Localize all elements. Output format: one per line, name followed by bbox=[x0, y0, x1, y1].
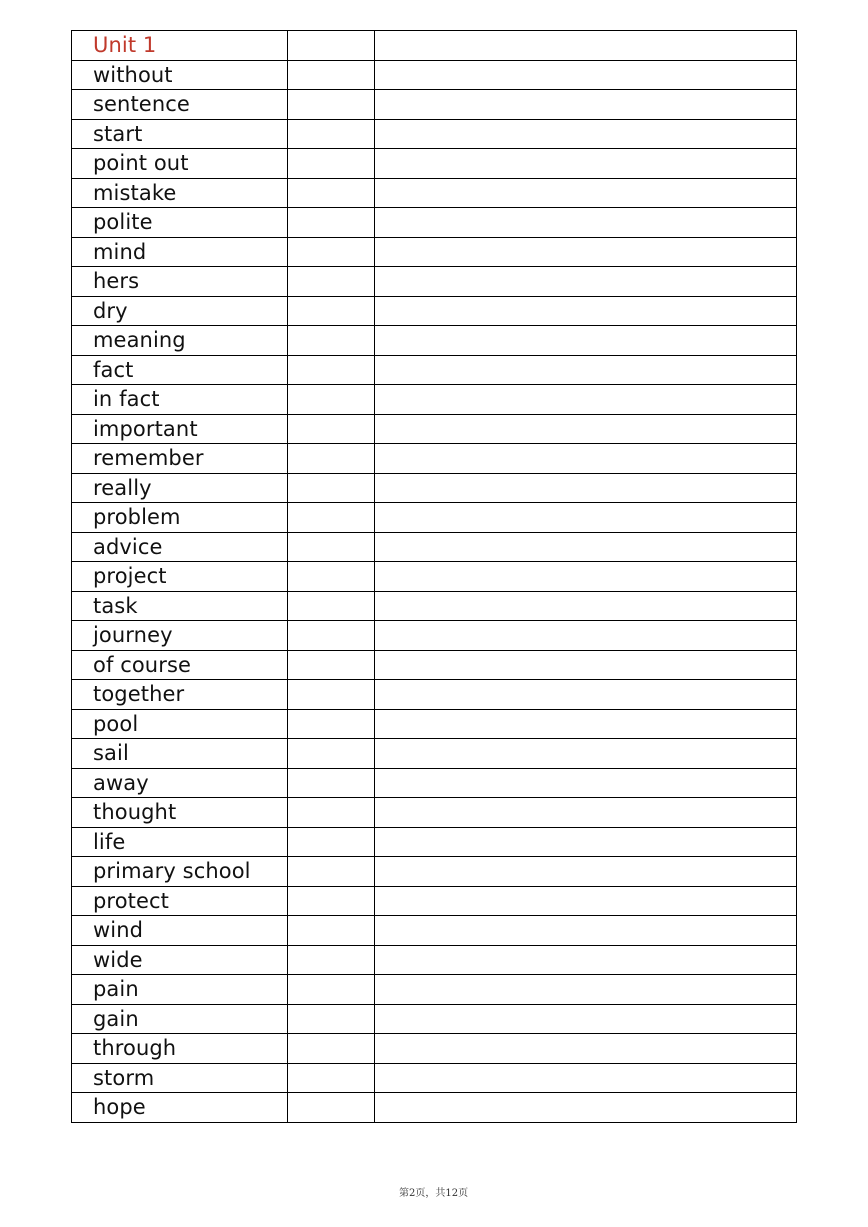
blank-cell bbox=[288, 916, 375, 946]
blank-cell bbox=[375, 709, 797, 739]
table-row bbox=[72, 798, 797, 828]
table-row bbox=[72, 178, 797, 208]
blank-cell bbox=[288, 444, 375, 474]
vocabulary-word: together bbox=[72, 680, 288, 710]
table-row bbox=[72, 886, 797, 916]
vocabulary-word: point out bbox=[72, 149, 288, 179]
vocabulary-word: task bbox=[72, 591, 288, 621]
table-row bbox=[72, 1034, 797, 1064]
blank-cell bbox=[375, 90, 797, 120]
table-row bbox=[72, 975, 797, 1005]
vocabulary-word: mistake bbox=[72, 178, 288, 208]
blank-cell bbox=[375, 798, 797, 828]
blank-cell bbox=[375, 1034, 797, 1064]
vocabulary-word: important bbox=[72, 414, 288, 444]
table-row bbox=[72, 385, 797, 415]
table-row bbox=[72, 296, 797, 326]
table-row bbox=[72, 149, 797, 179]
table-row bbox=[72, 532, 797, 562]
blank-cell bbox=[288, 267, 375, 297]
blank-cell bbox=[288, 237, 375, 267]
blank-cell bbox=[288, 31, 375, 61]
table-row bbox=[72, 650, 797, 680]
table-row bbox=[72, 414, 797, 444]
blank-cell bbox=[288, 1004, 375, 1034]
blank-cell bbox=[375, 680, 797, 710]
unit-title: Unit 1 bbox=[72, 31, 288, 61]
blank-cell bbox=[375, 532, 797, 562]
table-row bbox=[72, 208, 797, 238]
vocabulary-word: through bbox=[72, 1034, 288, 1064]
blank-cell bbox=[288, 857, 375, 887]
blank-cell bbox=[375, 60, 797, 90]
vocabulary-word: wide bbox=[72, 945, 288, 975]
table-row bbox=[72, 916, 797, 946]
table-row bbox=[72, 857, 797, 887]
vocabulary-word: dry bbox=[72, 296, 288, 326]
vocabulary-word: hers bbox=[72, 267, 288, 297]
blank-cell bbox=[288, 768, 375, 798]
blank-cell bbox=[375, 503, 797, 533]
blank-cell bbox=[375, 1063, 797, 1093]
blank-cell bbox=[288, 798, 375, 828]
table-row bbox=[72, 326, 797, 356]
table-row bbox=[72, 591, 797, 621]
blank-cell bbox=[288, 739, 375, 769]
blank-cell bbox=[375, 975, 797, 1005]
vocabulary-word: pain bbox=[72, 975, 288, 1005]
vocabulary-word: mind bbox=[72, 237, 288, 267]
blank-cell bbox=[375, 1004, 797, 1034]
page-number-footer: 第2页，共12页 bbox=[399, 1188, 469, 1199]
table-row bbox=[72, 1004, 797, 1034]
blank-cell bbox=[375, 414, 797, 444]
vocabulary-table bbox=[71, 30, 797, 1123]
blank-cell bbox=[288, 680, 375, 710]
blank-cell bbox=[375, 857, 797, 887]
table-row bbox=[72, 739, 797, 769]
blank-cell bbox=[288, 208, 375, 238]
blank-cell bbox=[288, 385, 375, 415]
blank-cell bbox=[288, 886, 375, 916]
table-row bbox=[72, 237, 797, 267]
vocabulary-word: thought bbox=[72, 798, 288, 828]
blank-cell bbox=[288, 650, 375, 680]
blank-cell bbox=[288, 414, 375, 444]
blank-cell bbox=[375, 31, 797, 61]
table-row bbox=[72, 945, 797, 975]
blank-cell bbox=[375, 267, 797, 297]
blank-cell bbox=[288, 149, 375, 179]
blank-cell bbox=[375, 444, 797, 474]
blank-cell bbox=[375, 591, 797, 621]
table-row bbox=[72, 1063, 797, 1093]
blank-cell bbox=[288, 709, 375, 739]
vocabulary-word: advice bbox=[72, 532, 288, 562]
blank-cell bbox=[375, 827, 797, 857]
blank-cell bbox=[288, 503, 375, 533]
vocabulary-word: of course bbox=[72, 650, 288, 680]
vocabulary-word: project bbox=[72, 562, 288, 592]
blank-cell bbox=[288, 975, 375, 1005]
blank-cell bbox=[375, 149, 797, 179]
table-row bbox=[72, 709, 797, 739]
vocabulary-word: sail bbox=[72, 739, 288, 769]
blank-cell bbox=[288, 178, 375, 208]
table-row bbox=[72, 827, 797, 857]
table-row bbox=[72, 119, 797, 149]
table-row bbox=[72, 562, 797, 592]
blank-cell bbox=[288, 119, 375, 149]
vocabulary-word: wind bbox=[72, 916, 288, 946]
vocabulary-word: away bbox=[72, 768, 288, 798]
blank-cell bbox=[375, 178, 797, 208]
blank-cell bbox=[375, 355, 797, 385]
blank-cell bbox=[375, 945, 797, 975]
vocabulary-word: primary school bbox=[72, 857, 288, 887]
vocabulary-word: journey bbox=[72, 621, 288, 651]
blank-cell bbox=[288, 945, 375, 975]
blank-cell bbox=[375, 208, 797, 238]
blank-cell bbox=[288, 90, 375, 120]
vocabulary-word: meaning bbox=[72, 326, 288, 356]
blank-cell bbox=[375, 119, 797, 149]
table-row bbox=[72, 355, 797, 385]
vocabulary-word: protect bbox=[72, 886, 288, 916]
blank-cell bbox=[375, 296, 797, 326]
blank-cell bbox=[375, 562, 797, 592]
blank-cell bbox=[375, 886, 797, 916]
blank-cell bbox=[288, 355, 375, 385]
blank-cell bbox=[288, 296, 375, 326]
blank-cell bbox=[375, 237, 797, 267]
vocabulary-word: really bbox=[72, 473, 288, 503]
table-row bbox=[72, 90, 797, 120]
blank-cell bbox=[375, 621, 797, 651]
blank-cell bbox=[375, 916, 797, 946]
blank-cell bbox=[288, 1034, 375, 1064]
vocabulary-word: without bbox=[72, 60, 288, 90]
blank-cell bbox=[288, 326, 375, 356]
table-row bbox=[72, 473, 797, 503]
table-row bbox=[72, 768, 797, 798]
vocabulary-word: storm bbox=[72, 1063, 288, 1093]
blank-cell bbox=[375, 326, 797, 356]
blank-cell bbox=[375, 739, 797, 769]
vocabulary-word: remember bbox=[72, 444, 288, 474]
vocabulary-word: hope bbox=[72, 1093, 288, 1123]
blank-cell bbox=[288, 621, 375, 651]
blank-cell bbox=[288, 60, 375, 90]
table-row bbox=[72, 1093, 797, 1123]
vocabulary-word: in fact bbox=[72, 385, 288, 415]
blank-cell bbox=[375, 768, 797, 798]
blank-cell bbox=[375, 1093, 797, 1123]
table-row bbox=[72, 680, 797, 710]
blank-cell bbox=[288, 473, 375, 503]
blank-cell bbox=[288, 827, 375, 857]
vocabulary-word: problem bbox=[72, 503, 288, 533]
vocabulary-word: fact bbox=[72, 355, 288, 385]
vocabulary-word: polite bbox=[72, 208, 288, 238]
table-row bbox=[72, 621, 797, 651]
table-row bbox=[72, 267, 797, 297]
blank-cell bbox=[288, 591, 375, 621]
vocabulary-table-body bbox=[72, 31, 797, 1123]
vocabulary-word: sentence bbox=[72, 90, 288, 120]
blank-cell bbox=[375, 473, 797, 503]
table-row bbox=[72, 60, 797, 90]
blank-cell bbox=[288, 562, 375, 592]
table-row bbox=[72, 503, 797, 533]
vocabulary-word: life bbox=[72, 827, 288, 857]
vocabulary-word: start bbox=[72, 119, 288, 149]
vocabulary-word: pool bbox=[72, 709, 288, 739]
table-row bbox=[72, 444, 797, 474]
blank-cell bbox=[375, 650, 797, 680]
blank-cell bbox=[288, 532, 375, 562]
blank-cell bbox=[375, 385, 797, 415]
blank-cell bbox=[288, 1093, 375, 1123]
vocabulary-word: gain bbox=[72, 1004, 288, 1034]
blank-cell bbox=[288, 1063, 375, 1093]
unit-header-row bbox=[72, 31, 797, 61]
